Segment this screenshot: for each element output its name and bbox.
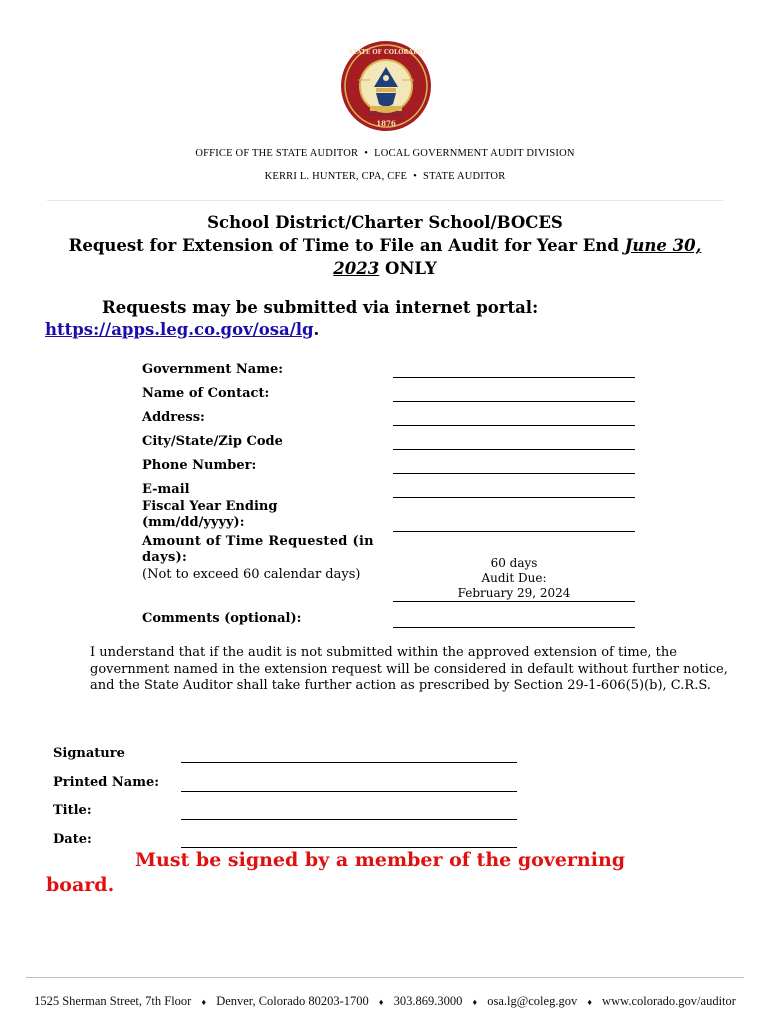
fiscal-year-label: Fiscal Year Ending (mm/dd/yyyy):: [142, 499, 278, 530]
address-label: Address:: [142, 410, 205, 425]
government-name-field[interactable]: [393, 377, 635, 378]
time-requested-value: 60 days Audit Due: February 29, 2024: [457, 556, 571, 600]
division-name: LOCAL GOVERNMENT AUDIT DIVISION: [374, 148, 575, 159]
time-requested-note: (Not to exceed 60 calendar days): [142, 567, 361, 582]
separator: •: [364, 148, 369, 159]
email-field[interactable]: [393, 497, 635, 498]
auditor-name: KERRI L. HUNTER, CPA, CFE: [264, 171, 408, 182]
office-name: OFFICE OF THE STATE AUDITOR: [195, 148, 359, 159]
svg-text:NIL SINE NUMINE: NIL SINE NUMINE: [368, 113, 404, 117]
signature-warning-line-1: Must be signed by a member of the governing: [135, 849, 626, 871]
signature-field[interactable]: [181, 762, 517, 763]
letterhead-office-line: [0, 148, 770, 159]
signature-warning-line-2: board.: [46, 874, 115, 896]
comments-label: Comments (optional):: [142, 611, 302, 626]
city-state-zip-field[interactable]: [393, 449, 635, 450]
title-label: Title:: [53, 803, 92, 818]
footer-divider: [26, 977, 744, 978]
date-label: Date:: [53, 832, 92, 847]
contact-name-label: Name of Contact:: [142, 386, 270, 401]
title-field[interactable]: [181, 819, 517, 820]
title-line-2: Request for Extension of Time to File an Audit for Year End June 30,: [68, 236, 702, 255]
footer-website[interactable]: www.colorado.gov/auditor: [602, 994, 736, 1008]
address-field[interactable]: [393, 425, 635, 426]
separator: •: [413, 171, 418, 182]
footer-address: 1525 Sherman Street, 7th Floor: [34, 994, 192, 1008]
title-line-1: School District/Charter School/BOCES: [207, 213, 563, 232]
footer-contact: [0, 994, 770, 1009]
letterhead-auditor-line: [0, 171, 770, 182]
state-seal-logo: [340, 40, 432, 132]
phone-label: Phone Number:: [142, 458, 257, 473]
contact-name-field[interactable]: [393, 401, 635, 402]
phone-field[interactable]: [393, 473, 635, 474]
government-name-label: Government Name:: [142, 362, 284, 377]
time-requested-field[interactable]: [393, 601, 635, 602]
portal-link[interactable]: https://apps.leg.co.gov/osa/lg: [45, 320, 314, 339]
footer-email[interactable]: osa.lg@coleg.gov: [487, 994, 578, 1008]
auditor-title: STATE AUDITOR: [423, 171, 506, 182]
printed-name-field[interactable]: [181, 791, 517, 792]
footer-separator: ♦: [472, 997, 478, 1007]
portal-link-line: https://apps.leg.co.gov/osa/lg.: [45, 320, 320, 339]
city-state-zip-label: City/State/Zip Code: [142, 434, 283, 449]
time-requested-label: Amount of Time Requested (in days):: [142, 534, 374, 565]
fiscal-year-field[interactable]: [393, 531, 635, 532]
header-divider: [47, 200, 723, 201]
date-field[interactable]: [181, 847, 517, 848]
footer-phone: 303.869.3000: [393, 994, 463, 1008]
printed-name-label: Printed Name:: [53, 775, 160, 790]
acknowledgement-statement: I understand that if the audit is not submitted within the approved extension of time, the government named in the extension request will be considered in default without further notice, and the State Auditor shall take further action as prescribed by Section 29-1-606(5)(b), C.R.S.: [90, 645, 728, 693]
footer-separator: ♦: [378, 997, 384, 1007]
document-title: [30, 211, 740, 280]
portal-instruction: Requests may be submitted via internet portal:: [102, 298, 539, 317]
year-end-date: June 30,: [624, 236, 702, 255]
svg-text:STATE OF COLORADO: STATE OF COLORADO: [348, 49, 424, 56]
comments-field[interactable]: [393, 627, 635, 628]
svg-text:1876: 1876: [376, 119, 396, 128]
year-end-year: 2023: [333, 259, 380, 278]
footer-city: Denver, Colorado 80203-1700: [216, 994, 369, 1008]
footer-separator: ♦: [587, 997, 592, 1007]
signature-label: Signature: [53, 746, 125, 761]
footer-separator: ♦: [201, 997, 207, 1007]
title-line-3: 2023 ONLY: [333, 259, 437, 278]
email-label: E-mail: [142, 482, 190, 497]
